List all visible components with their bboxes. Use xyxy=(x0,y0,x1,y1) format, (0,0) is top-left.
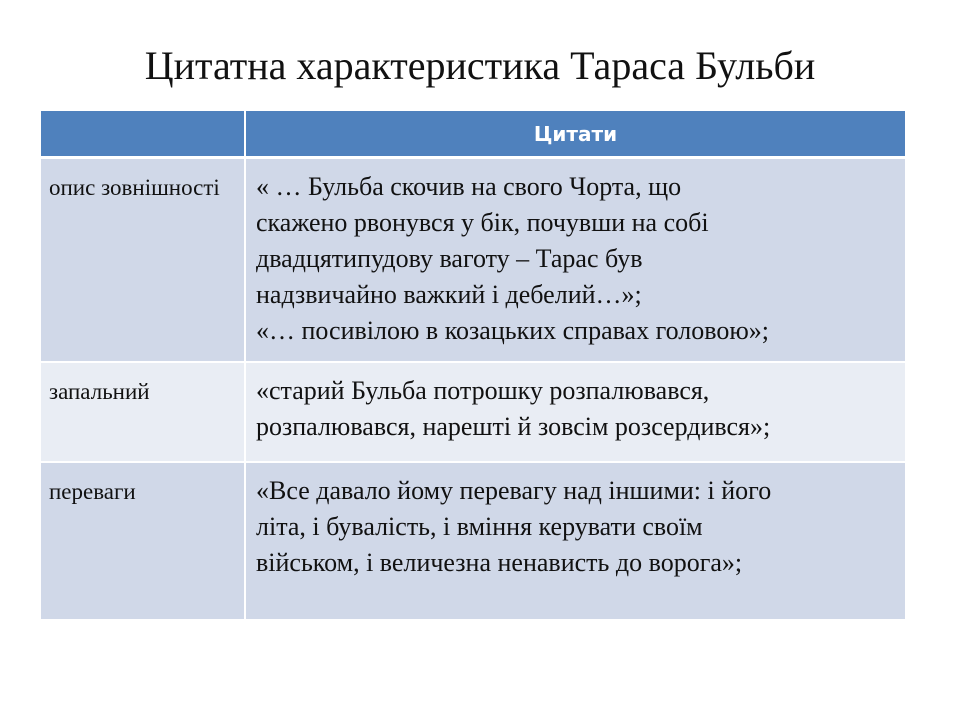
row-quote-appearance xyxy=(245,158,905,363)
slide-title: Цитатна характеристика Тараса Бульби xyxy=(144,43,816,88)
quote-line: літа, і бувалість, і вміння керувати своїм xyxy=(256,512,703,541)
row-label-temper: запальний xyxy=(41,362,245,462)
quotes-table xyxy=(41,111,905,621)
table-row xyxy=(41,362,905,462)
table-header-row xyxy=(41,111,905,158)
quote-line: розпалювався, нарешті й зовсім розсердився»; xyxy=(256,412,771,441)
header-cell-quotes: Цитати xyxy=(245,111,905,158)
table-row xyxy=(41,462,905,620)
quote-line: «… посивілою в козацьких справах головою»; xyxy=(256,316,769,345)
quote-line: « … Бульба скочив на свого Чорта, що xyxy=(256,172,682,201)
quote-line: скажено рвонувся у бік, почувши на собі xyxy=(256,208,709,237)
header-cell-empty xyxy=(41,111,245,158)
quote-line: військом, і величезна ненависть до ворога»; xyxy=(256,548,743,577)
quote-line: надзвичайно важкий і дебелий…»; xyxy=(256,280,642,309)
row-quote-advantages xyxy=(245,462,905,620)
quote-line: «Все давало йому перевагу над іншими: і його xyxy=(256,476,772,505)
table-row xyxy=(41,158,905,363)
row-label-advantages: переваги xyxy=(41,462,245,620)
row-quote-temper xyxy=(245,362,905,462)
row-label-appearance: опис зовнішності xyxy=(41,158,245,363)
quote-line: двадцятипудову ваготу – Тарас був xyxy=(256,244,643,273)
quote-line: «старий Бульба потрошку розпалювався, xyxy=(256,376,710,405)
